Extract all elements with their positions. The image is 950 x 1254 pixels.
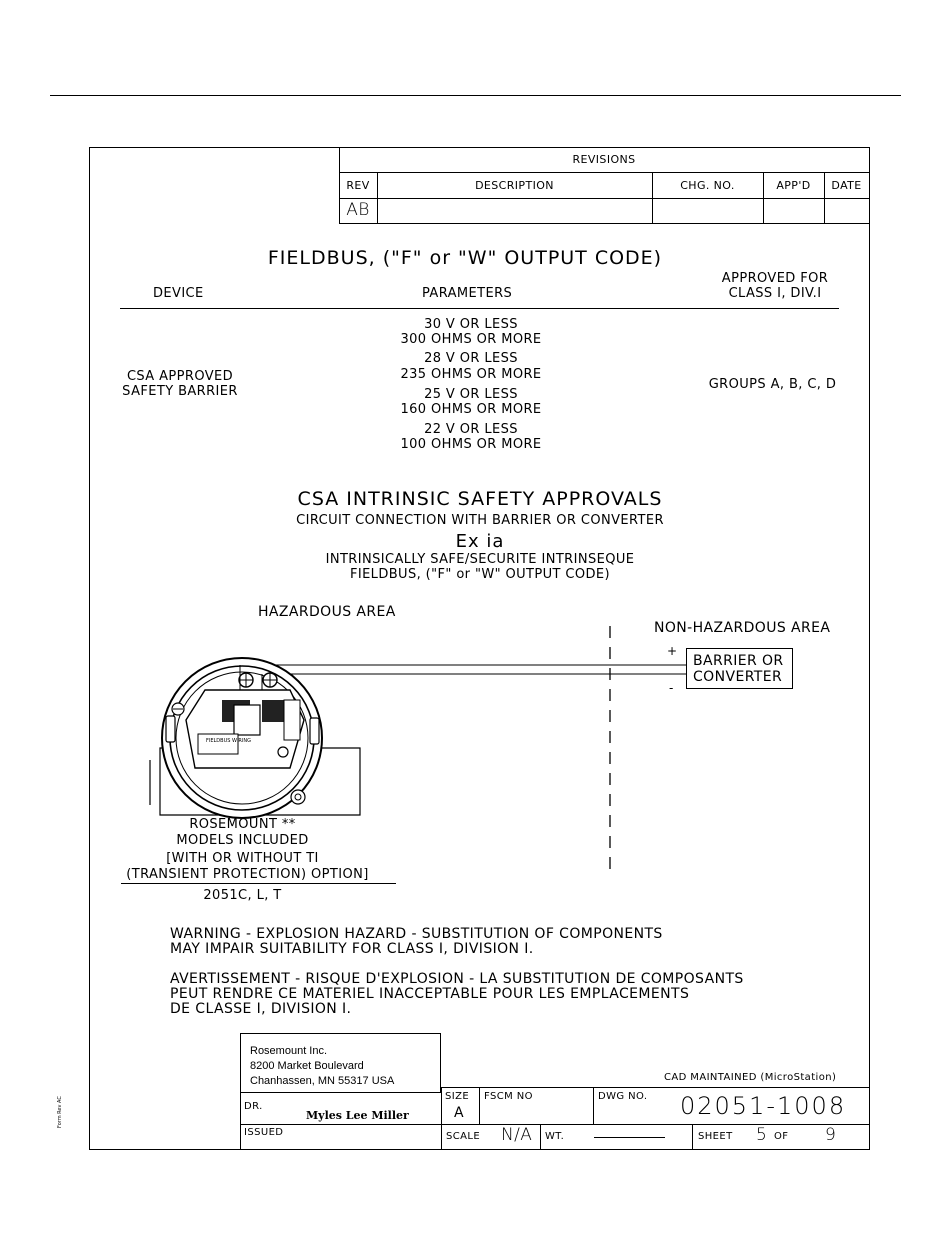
- warning-fr-line-3: DE CLASSE I, DIVISION I.: [170, 1001, 352, 1017]
- dwg-no-label: DWG NO.: [598, 1091, 648, 1102]
- scale-label: SCALE: [446, 1131, 481, 1142]
- hazardous-area-label: HAZARDOUS AREA: [258, 604, 396, 620]
- plus-terminal: +: [667, 644, 678, 658]
- model-underline: [121, 883, 396, 884]
- parameter-ohms: 160 OHMS OR MORE: [400, 402, 542, 417]
- parameters-column-header: PARAMETERS: [422, 286, 513, 301]
- sheet-number: 5: [756, 1125, 768, 1145]
- parameter-volts: 22 V OR LESS: [424, 422, 518, 437]
- model-line-1: ROSEMOUNT **: [189, 817, 296, 832]
- csa-subtitle: CIRCUIT CONNECTION WITH BARRIER OR CONVERTER: [296, 513, 664, 528]
- company-address-1: 8200 Market Boulevard: [250, 1060, 364, 1072]
- form-revision-note: Form Rev AC: [57, 1096, 63, 1128]
- company-address-2: Chanhassen, MN 55317 USA: [250, 1075, 395, 1087]
- intrinsically-safe-line: INTRINSICALLY SAFE/SECURITE INTRINSEQUE: [325, 552, 635, 567]
- company-name: Rosemount Inc.: [250, 1045, 328, 1057]
- model-line-2: MODELS INCLUDED: [176, 833, 309, 848]
- of-label: OF: [774, 1131, 789, 1142]
- class-div-header: CLASS I, DIV.I: [728, 286, 822, 301]
- fieldbus-output-line: FIELDBUS, ("F" or "W" OUTPUT CODE): [349, 567, 611, 582]
- parameter-ohms: 235 OHMS OR MORE: [400, 367, 542, 382]
- minus-terminal: -: [669, 681, 674, 695]
- parameter-ohms: 100 OHMS OR MORE: [400, 437, 542, 452]
- groups-value: GROUPS A, B, C, D: [708, 377, 837, 392]
- chg-no-column-header: CHG. NO.: [680, 179, 735, 192]
- date-column-header: DATE: [831, 179, 862, 192]
- rev-value: AB: [346, 200, 370, 220]
- barrier-label-line-2: CONVERTER: [693, 669, 783, 685]
- model-line-3: [WITH OR WITHOUT TI: [166, 851, 319, 866]
- fscm-label: FSCM NO: [484, 1091, 533, 1102]
- parameter-volts: 30 V OR LESS: [424, 317, 518, 332]
- fieldbus-title: FIELDBUS, ("F" or "W" OUTPUT CODE): [267, 247, 663, 269]
- parameter-volts: 25 V OR LESS: [424, 387, 518, 402]
- revisions-title: REVISIONS: [572, 153, 636, 166]
- wt-label: WT.: [545, 1131, 565, 1142]
- drawn-by-name: Myles Lee Miller: [306, 1109, 409, 1122]
- parameter-ohms: 300 OHMS OR MORE: [400, 332, 542, 347]
- models-included: 2051C, L, T: [203, 888, 282, 903]
- device-line-1: CSA APPROVED: [126, 369, 234, 384]
- non-hazardous-area-label: NON-HAZARDOUS AREA: [654, 620, 831, 636]
- ex-ia: Ex ia: [455, 531, 505, 552]
- csa-title: CSA INTRINSIC SAFETY APPROVALS: [297, 488, 663, 510]
- sheet-total: 9: [825, 1125, 837, 1145]
- rev-column-header: REV: [346, 179, 370, 192]
- terminal-block-label: FIELDBUS WIRING: [206, 738, 251, 744]
- warning-fr-line-2: PEUT RENDRE CE MATERIEL INACCEPTABLE POUR LES EMPLACEMENTS: [170, 986, 690, 1002]
- approved-for-header: APPROVED FOR: [721, 271, 829, 286]
- scale-value: N/A: [501, 1125, 533, 1145]
- description-column-header: DESCRIPTION: [475, 179, 554, 192]
- dr-label: DR.: [244, 1101, 263, 1112]
- warning-fr-line-1: AVERTISSEMENT - RISQUE D'EXPLOSION - LA SUBSTITUTION DE COMPOSANTS: [170, 971, 744, 987]
- appd-column-header: APP'D: [776, 179, 811, 192]
- size-label: SIZE: [445, 1091, 470, 1102]
- model-line-4: (TRANSIENT PROTECTION) OPTION]: [126, 867, 369, 882]
- drawing-number: 02051-1008: [680, 1092, 847, 1120]
- cad-maintained: CAD MAINTAINED (MicroStation): [664, 1072, 837, 1083]
- device-column-header: DEVICE: [153, 286, 204, 301]
- size-value: A: [454, 1105, 464, 1121]
- issued-label: ISSUED: [244, 1127, 284, 1138]
- warning-en-line-1: WARNING - EXPLOSION HAZARD - SUBSTITUTION OF COMPONENTS: [170, 926, 663, 942]
- parameter-volts: 28 V OR LESS: [424, 351, 518, 366]
- warning-en-line-2: MAY IMPAIR SUITABILITY FOR CLASS I, DIVISION I.: [170, 941, 534, 957]
- device-line-2: SAFETY BARRIER: [122, 384, 238, 399]
- barrier-label-line-1: BARRIER OR: [693, 653, 784, 669]
- sheet-label: SHEET: [698, 1131, 733, 1142]
